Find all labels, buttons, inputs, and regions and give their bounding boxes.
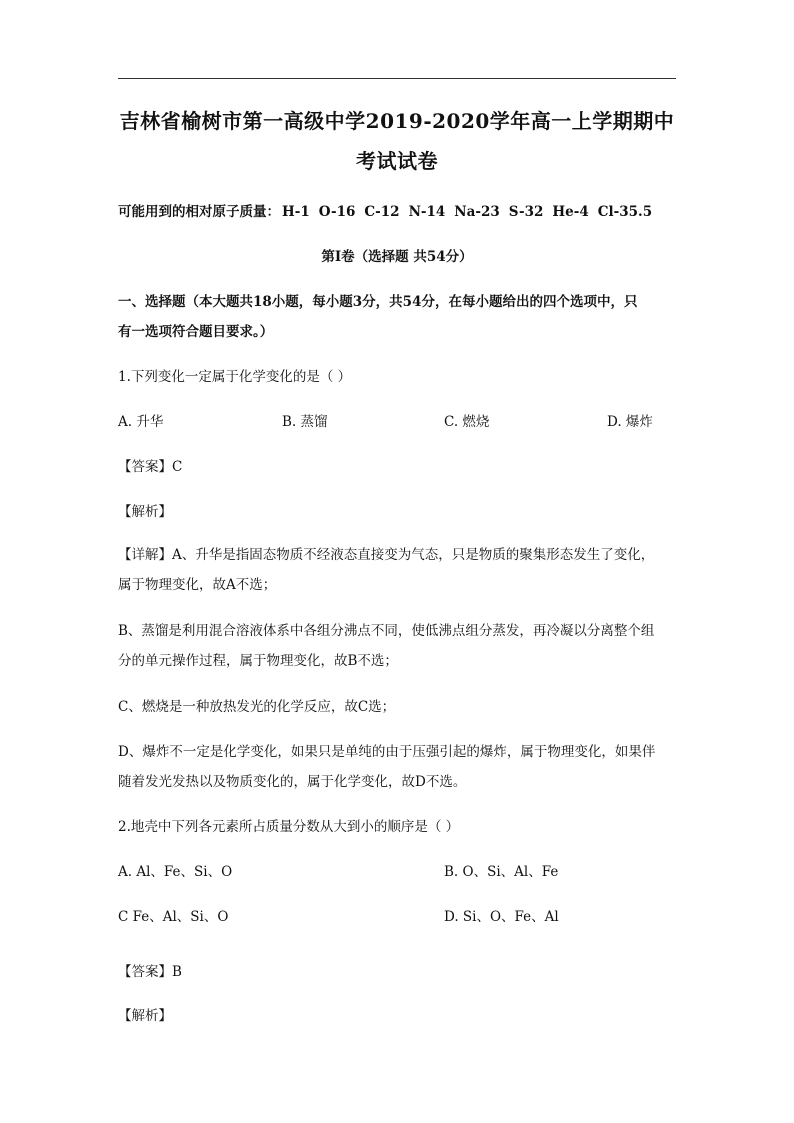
header-rule	[118, 78, 676, 79]
atomic-mass-he: He-4	[552, 204, 589, 220]
q1-detail-line-1: 【详解】A、升华是指固态物质不经液态直接变为气态，只是物质的聚集形态发生了变化，	[118, 547, 655, 563]
atomic-mass-cl: Cl-35.5	[597, 204, 653, 220]
atomic-mass-label: 可能用到的相对原子质量：	[118, 204, 280, 220]
atomic-mass-na: Na-23	[454, 204, 500, 220]
q2-option-c: C Fe、Al、Si、O	[118, 909, 229, 925]
section-heading: 第I卷（选择题 共54分）	[321, 249, 473, 265]
q1-detail-line-3: B、蒸馏是利用混合溶液体系中各组分沸点不同，使低沸点组分蒸发，再冷凝以分离整个组	[118, 623, 655, 639]
part-heading-line-1: 一、选择题（本大题共18小题，每小题3分，共54分，在每小题给出的四个选项中，只	[118, 294, 638, 310]
q1-detail-line-7: 随着发光发热以及物质变化的，属于化学变化，故D不选。	[118, 774, 467, 790]
q1-option-d: D. 爆炸	[607, 414, 653, 430]
q1-detail-line-5: C、燃烧是一种放热发光的化学反应，故C选；	[118, 699, 396, 715]
q2-answer: 【答案】B	[118, 964, 182, 980]
q2-option-b: B. O、Si、Al、Fe	[444, 864, 559, 880]
q1-detail-line-6: D、爆炸不一定是化学变化，如果只是单纯的由于压强引起的爆炸，属于物理变化，如果伴	[118, 744, 656, 760]
q1-detail-line-2: 属于物理变化，故A不选；	[118, 577, 277, 593]
q2-option-a: A. Al、Fe、Si、O	[118, 864, 233, 880]
q1-option-b: B. 蒸馏	[282, 414, 328, 430]
q1-option-a: A. 升华	[118, 414, 164, 430]
title-line-2: 考试试卷	[356, 149, 438, 173]
title-line-1: 吉林省榆树市第一高级中学2019-2020学年高一上学期期中	[119, 109, 675, 133]
q1-stem: 1.下列变化一定属于化学变化的是（ ）	[118, 369, 352, 385]
atomic-mass-h: H-1	[282, 204, 310, 220]
atomic-mass-line	[118, 200, 661, 220]
atomic-mass-c: C-12	[364, 204, 400, 220]
q2-stem: 2.地壳中下列各元素所占质量分数从大到小的顺序是（ ）	[118, 819, 460, 835]
atomic-mass-o: O-16	[318, 204, 356, 220]
atomic-mass-n: N-14	[408, 204, 446, 220]
atomic-mass-s: S-32	[508, 204, 544, 220]
q1-answer: 【答案】C	[118, 459, 183, 475]
part-heading-line-2: 有一选项符合题目要求。）	[118, 324, 274, 340]
q1-option-c: C. 燃烧	[444, 414, 490, 430]
q2-option-d: D. Si、O、Fe、Al	[444, 909, 559, 925]
q1-detail-line-4: 分的单元操作过程，属于物理变化，故B不选；	[118, 653, 398, 669]
q1-analysis-label: 【解析】	[118, 504, 172, 520]
q2-analysis-label: 【解析】	[118, 1008, 172, 1024]
